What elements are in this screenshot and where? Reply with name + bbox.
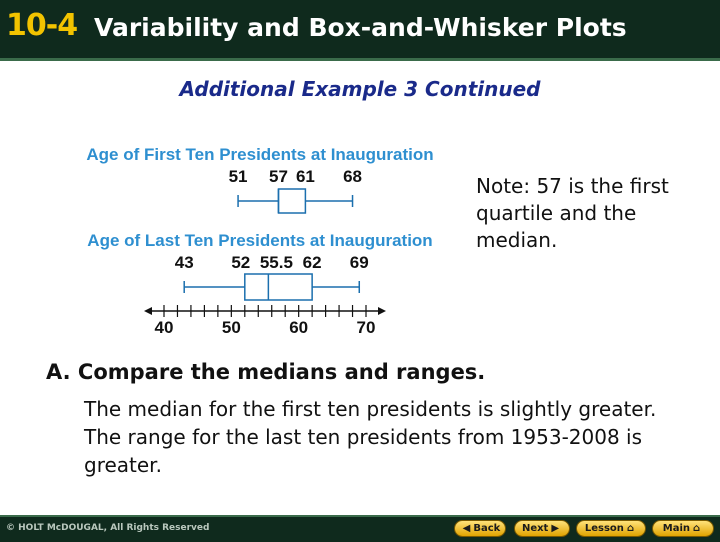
next-button[interactable] (514, 520, 570, 537)
box-plot-figure (40, 138, 470, 343)
plot2-value-labels (175, 253, 369, 272)
example-subtitle-text: Additional Example 3 Continued (179, 77, 541, 101)
plot1-value-label: 68 (343, 167, 362, 186)
next-label: Next (521, 523, 549, 534)
copyright-text: © HOLT McDOUGAL, All Rights Reserved (6, 523, 210, 533)
back-button[interactable] (454, 520, 506, 537)
home-icon: ⌂ (693, 523, 701, 534)
part-a-answer: The median for the first ten presidents is slightly greater. The range for the last ten presidents from 1953-2008 is greater. (84, 397, 657, 477)
header-bar (0, 0, 720, 61)
axis-right-arrow (378, 307, 386, 315)
axis-tick-label: 70 (356, 318, 376, 337)
plot1-value-label: 57 (269, 167, 288, 186)
plot2-value-label: 43 (174, 253, 194, 272)
arrow-left-icon: ◀ (462, 523, 471, 534)
plot2-value-label: 52 (231, 253, 251, 272)
plot2-value-label: 69 (349, 253, 369, 272)
lesson-title: Variability and Box-and-Whisker Plots (94, 13, 627, 42)
main-button[interactable] (652, 520, 714, 537)
plot1-box (238, 189, 352, 213)
plot1-iqr-box (278, 189, 305, 213)
axis-tick-label: 40 (154, 318, 174, 337)
lesson-label: Lesson (584, 523, 624, 534)
number-line-axis (144, 305, 386, 337)
footer-bar (0, 515, 720, 542)
example-subtitle (0, 77, 720, 101)
back-label: Back (473, 523, 501, 534)
plot1-value-labels (229, 167, 362, 186)
plot1-value-label: 51 (228, 167, 248, 186)
plot2-iqr-box (245, 274, 312, 300)
note-text: Note: 57 is the first quartile and the median. (476, 174, 669, 252)
main-label: Main (662, 523, 691, 534)
part-a-prompt: A. Compare the medians and ranges. (46, 360, 486, 384)
plot2-value-label: 55.5 (259, 253, 293, 272)
axis-tick-label: 50 (221, 318, 241, 337)
lesson-button[interactable] (576, 520, 646, 537)
arrow-right-icon: ▶ (551, 523, 560, 534)
plot1-title: Age of First Ten Presidents at Inauguration (86, 145, 434, 164)
lesson-number: 10-4 (6, 8, 78, 43)
plot2-box (184, 274, 359, 300)
plot1-value-label: 61 (295, 167, 315, 186)
axis-left-arrow (144, 307, 152, 315)
home-icon: ⌂ (626, 523, 635, 534)
axis-tick-label: 60 (289, 318, 309, 337)
plot2-title: Age of Last Ten Presidents at Inauguration (87, 231, 433, 250)
plot2-value-label: 62 (302, 253, 322, 272)
